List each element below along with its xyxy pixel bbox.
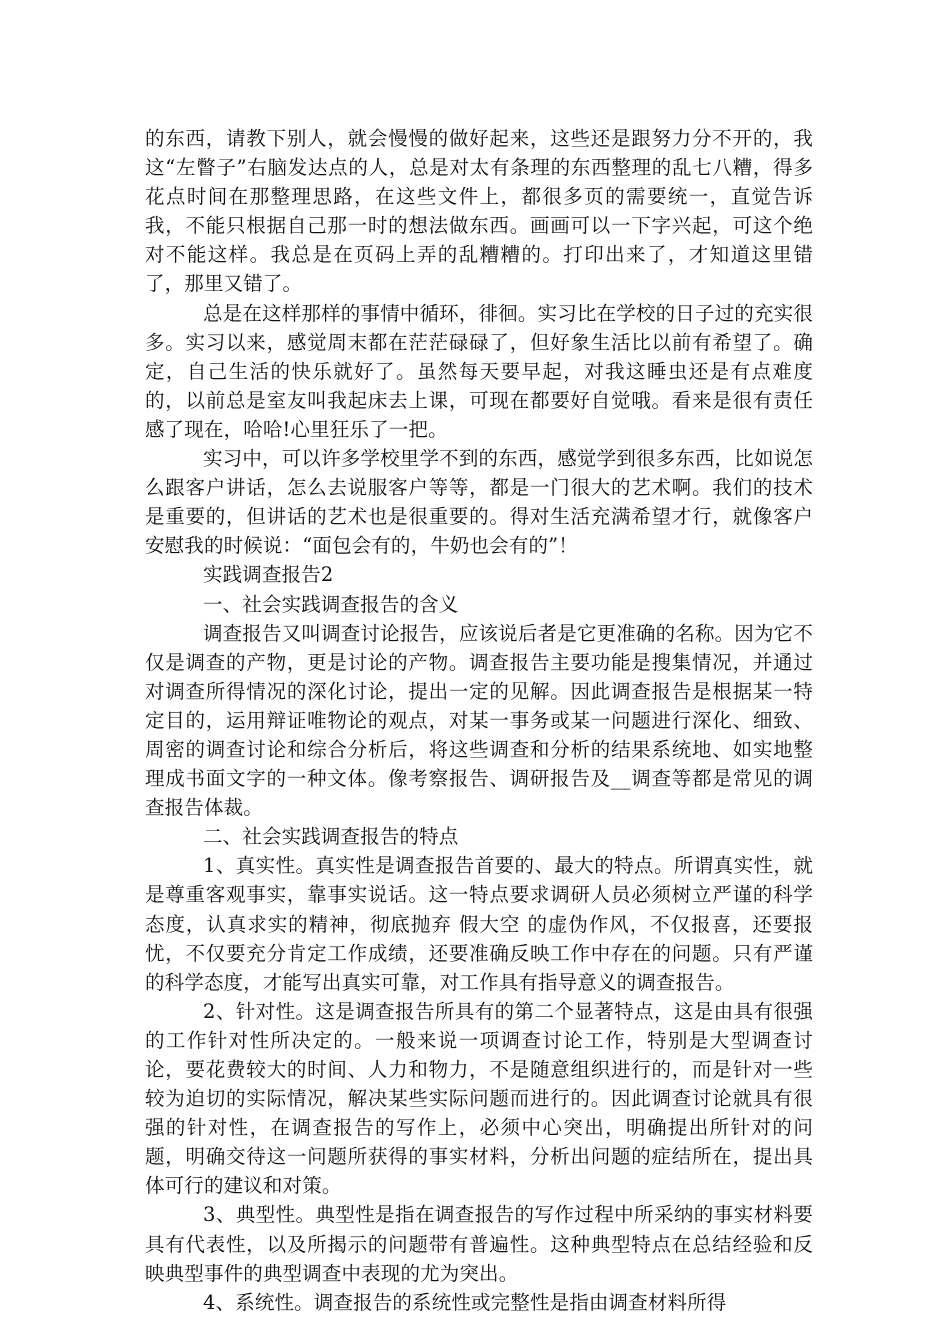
section-heading-meaning: 一、社会实践调查报告的含义 xyxy=(203,592,459,616)
paragraph-report-definition: 调查报告又叫调查讨论报告，应该说后者是它更准确的名称。因为它不仅是调查的产物，更是讨论的产物。调查报告主要功能是搜集情况，并通过对调查所得情况的深化讨论，提出一定的见解。因此调查报告是根据某一特定目的，运用辩证唯物论的观点，对某一事务或某一问题进行深化、细致、周密的调查讨论和综合分析后，将这些调查和分析的结果系统地、如实地整理成书面文字的一种文体。像考察报告、调研报告及__调查等都是常见的调查报告体裁。 xyxy=(145,621,813,820)
paragraph-feature-typicality: 3、典型性。典型性是指在调查报告的写作过程中所采纳的事实材料要具有代表性，以及所揭示的问题带有普遍性。这种典型特点在总结经验和反映典型事件的典型调查中表现的尤为突出。 xyxy=(145,1203,813,1285)
paragraph-feature-systematicness: 4、系统性。调查报告的系统性或完整性是指由调查材料所得 xyxy=(203,1290,727,1314)
document-page xyxy=(145,124,813,1317)
section-heading-features: 二、社会实践调查报告的特点 xyxy=(203,825,459,849)
paragraph-internship-continuation: 的东西，请教下别人，就会慢慢的做好起来，这些还是跟努力分不开的，我这“左瞥子”右脑发达点的人，总是对太有条理的东西整理的乱七八糟，得多花点时间在那整理思路，在这些文件上，都很多页的需要统一，直觉告诉我，不能只根据自己那一时的想法做东西。画画可以一下字兴起，可这个绝对不能这样。我总是在页码上弄的乱糟糟的。打印出来了，才知道这里错了，那里又错了。 xyxy=(145,127,813,296)
paragraph-internship-life: 总是在这样那样的事情中循环，徘徊。实习比在学校的日子过的充实很多。实习以来，感觉周末都在茫茫碌碌了，但好象生活比以前有希望了。确定，自己生活的快乐就好了。虽然每天要早起，对我这睡虫还是有点难度的，以前总是室友叫我起床去上课，可现在都要好自觉哦。看来是很有责任感了现在，哈哈!心里狂乐了一把。 xyxy=(145,301,813,441)
paragraph-feature-pertinence: 2、针对性。这是调查报告所具有的第二个显著特点，这是由具有很强的工作针对性所决定的。一般来说一项调查讨论工作，特别是大型调查讨论，要花费较大的时间、人力和物力，不是随意组织进行的，而是针对一些较为迫切的实际情况，解决某些实际问题而进行的。因此调查讨论就具有很强的针对性，在调查报告的写作上，必须中心突出，明确提出所针对的问题，明确交待这一问题所获得的事实材料，分析出问题的症结所在，提出具体可行的建议和对策。 xyxy=(145,999,813,1198)
paragraph-internship-learning: 实习中，可以许多学校里学不到的东西，感觉学到很多东西，比如说怎么跟客户讲话，怎么去说服客户等等，都是一门很大的艺术啊。我们的技术是重要的，但讲话的艺术也是很重要的。得对生活充满希望才行，就像客户安慰我的时候说：“面包会有的，牛奶也会有的”！ xyxy=(145,447,813,558)
report-title: 实践调查报告2 xyxy=(203,563,334,587)
paragraph-feature-authenticity: 1、真实性。真实性是调查报告首要的、最大的特点。所谓真实性，就是尊重客观事实，靠事实说话。这一特点要求调研人员必须树立严谨的科学态度，认真求实的精神，彻底抛弃 假大空 的虚伪作风，不仅报喜，还要报忧，不仅要充分肯定工作成绩，还要准确反映工作中存在的问题。只有严谨的科学态度，才能写出真实可靠，对工作具有指导意义的调查报告。 xyxy=(145,854,813,994)
